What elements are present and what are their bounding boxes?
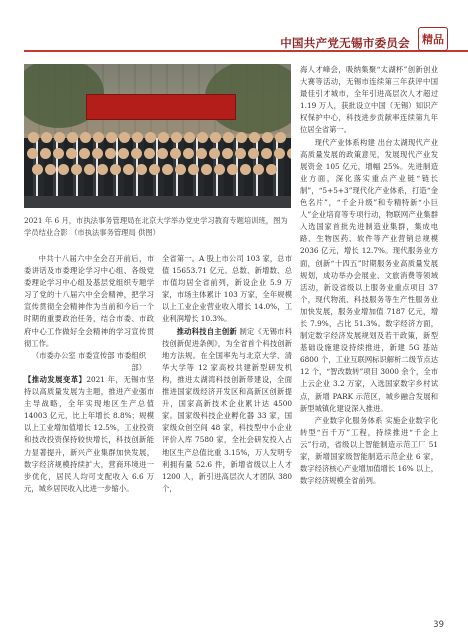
group-photo [24,64,291,208]
photo-person-head [105,148,116,159]
photo-caption: 2021 年 6 月，市执法事务管理局在北京大学举办党史学习教育专题培训班，图为学员结业合影 （市执法事务管理局 供图） [24,216,288,237]
section-tag: 【推动发展变革】 [24,374,87,384]
photo-person-head [45,164,56,175]
photo-person-head [201,164,212,175]
photo-person-head [28,132,39,143]
photo-person-head [27,148,38,159]
paragraph: 中共十八届六中全会召开前后，市委讲话及市委理论学习中心组、各级党委理论学习中心组及基层党组织专题学习了党的十八届六中全会精神，把学习宣传贯彻全会精神作为当前和今后一个时期的重要政治任务，结合市委、市政府中心工作做好全会精神的学习宣传贯彻工作。 [24,254,154,348]
article-column-1 [24,253,154,495]
photo-person-head [162,164,173,175]
photo-person-head [84,164,95,175]
photo-person-head [236,132,247,143]
article-column-3 [300,64,438,487]
photo-person-head [171,132,182,143]
photo-person-head [184,132,195,143]
photo-person-head [119,132,130,143]
photo-person-head [92,148,103,159]
photo-person-head [67,132,78,143]
photo-person-head [223,132,234,143]
photo-person-head [93,132,104,143]
photo-person-head [188,164,199,175]
paragraph-text: 2021 年，无锡市坚持以高质量发展为主题，推进产业强市主导战略，全年实现地区生产总值 14003 亿元，比上年增长 8.8%；规模以上工业增加值增长 12.5%，工业投资和技改投资保持较快增长，科技创新能力显著提升，新兴产业集群加快发展，数字经济规模持续扩大，营商环境进一步优化，居民人均可支配收入 6.6 万元，城乡居民收入比进一步缩小。 [24,374,155,493]
photo-person-head [144,148,155,159]
photo-person-head [106,132,117,143]
photo-person-head [40,148,51,159]
photo-person-head [274,148,285,159]
paragraph-text: 制定《无锡市科技创新促进条例》，为全省首个科技创新地方法规。在全国率先与北京大学、清华大学等 12 家高校共建新型研发机构，推进太湖湾科技创新带建设，全面推进国家级经济开发区和高新区创新提升，国家高新技术企业累计达 4500 家。国家级科技企业孵化器 33 家，国家级众创空间 48 家，科技型中小企业评价入库 7580 家，全社会研发投入占地区生产总值比重 3.15%，万人发明专利拥有量 52.6 件，新增省级以上人才 1200 人，新引进高层次人才团队 380 个， [162,326,292,493]
photo-person-head [227,164,238,175]
section-tag: 推动科技自主创新 [176,326,237,336]
section-paragraph [24,374,154,495]
photo-person-head [158,132,169,143]
photo-red-banner [86,94,236,120]
photo-person-head [253,164,264,175]
paragraph: 产业数字化服务体系 实施企业数字化转型“百千万”工程，持续推进“千企上云”行动，省级以上智能制造示范工厂 51 家，新增国家级智能制造示范企业 6 家，数字经济核心产业增加值增长 16% 以上，数字经济规模全省前列。 [300,415,438,486]
paragraph: 海人才峰会，吸纳集聚“太湖杯”创新创业大赛等活动，无锡市连续第三年获评中国最佳引才城市，全年引进高层次人才超过 1.19 万人，获批设立中国（无锡）知识产权保护中心，科技进步贡献率连续第九年位居全省第一。 [300,65,438,135]
page-number: 39 [433,620,444,630]
photo-person-head [240,164,251,175]
photo-person-head [197,132,208,143]
photo-person-head [110,164,121,175]
photo-person-head [222,148,233,159]
photo-person-head [58,164,69,175]
photo-person-head [131,148,142,159]
photo-person-head [261,148,272,159]
photo-person-head [275,132,286,143]
photo-person-head [71,164,82,175]
photo-person-head [248,148,259,159]
photo-person-head [287,148,291,159]
paragraph: 全省第一。A 股上市公司 103 家，总市值 15653.71 亿元。总数、新增数、总市值均居全省前列，新设企业 5.9 万家，市场主体累计 103 万家，全年规模以上工业企业营业收入增长 14.0%，工业利润增长 10.3%。 [162,254,292,324]
photo-person-head [97,164,108,175]
publication-title: 中国共产党无锡市委员会 [280,36,410,50]
photo-person-head [136,164,147,175]
photo-crowd [24,120,291,208]
photo-person-head [80,132,91,143]
article-column-2 [162,253,292,495]
paragraph: 现代产业体系构建 出台太湖现代产业高质量发展的政策意见，发展现代产业发展资金 105 亿元，增幅 25%。先进制造业方面，深化落实重点产业链“链长制”，“5+5+3”现代化产业体系，打造“金色名片”，“千企升级”和专精特新“小巨人”企业培育等专项行动，物联网产业集群入选国家首批先进制造业集群，集成电路、生物医药、软件等产业营销总规模 2036 亿元，增长 12.7%。现代服务业方面，创新“十四五”时期服务业高质量发展规划，成功举办会展业、文旅消费等领域活动，新设省级以上服务业重点项目 37 个，现代物流、科技服务等生产性服务业加快发展，服务业增加值 7187 亿元，增长 7.9%，占比 51.3%。数字经济方面，制定数字经济发展规划及若干政策，新型基础设施建设持续推进，新建 5G 基站 6800 个，工业互联网标识解析二级节点达 12 个，“智改数转”项目 3000 余个，全市上云企业 3.2 万家，入选国家数字乡村试点，新增 PARK 示范区，城乡融合发展和新型城镇化建设深入推进。 [300,137,438,413]
photo-person-head [170,148,181,159]
publication-logo: 精品 [418,27,448,51]
photo-person-head [209,148,220,159]
photo-person-head [157,148,168,159]
photo-person-head [41,132,52,143]
photo-person-head [214,164,225,175]
article-byline: （市委办公室 市委宣传部 市委组织部） [31,350,146,372]
photo-person-head [266,164,277,175]
section-paragraph [162,326,292,495]
photo-person-head [145,132,156,143]
photo-person-head [249,132,260,143]
photo-person-head [66,148,77,159]
photo-person-head [54,132,65,143]
photo-person-head [196,148,207,159]
photo-person-head [123,164,134,175]
photo-person-head [210,132,221,143]
photo-person-head [183,148,194,159]
photo-person-head [118,148,129,159]
photo-person-head [53,148,64,159]
photo-person-head [79,148,90,159]
photo-person-head [235,148,246,159]
photo-person-head [149,164,160,175]
photo-person-head [175,164,186,175]
photo-person-head [132,132,143,143]
photo-person-head [262,132,273,143]
photo-ground [24,196,291,208]
photo-person-head [32,164,43,175]
